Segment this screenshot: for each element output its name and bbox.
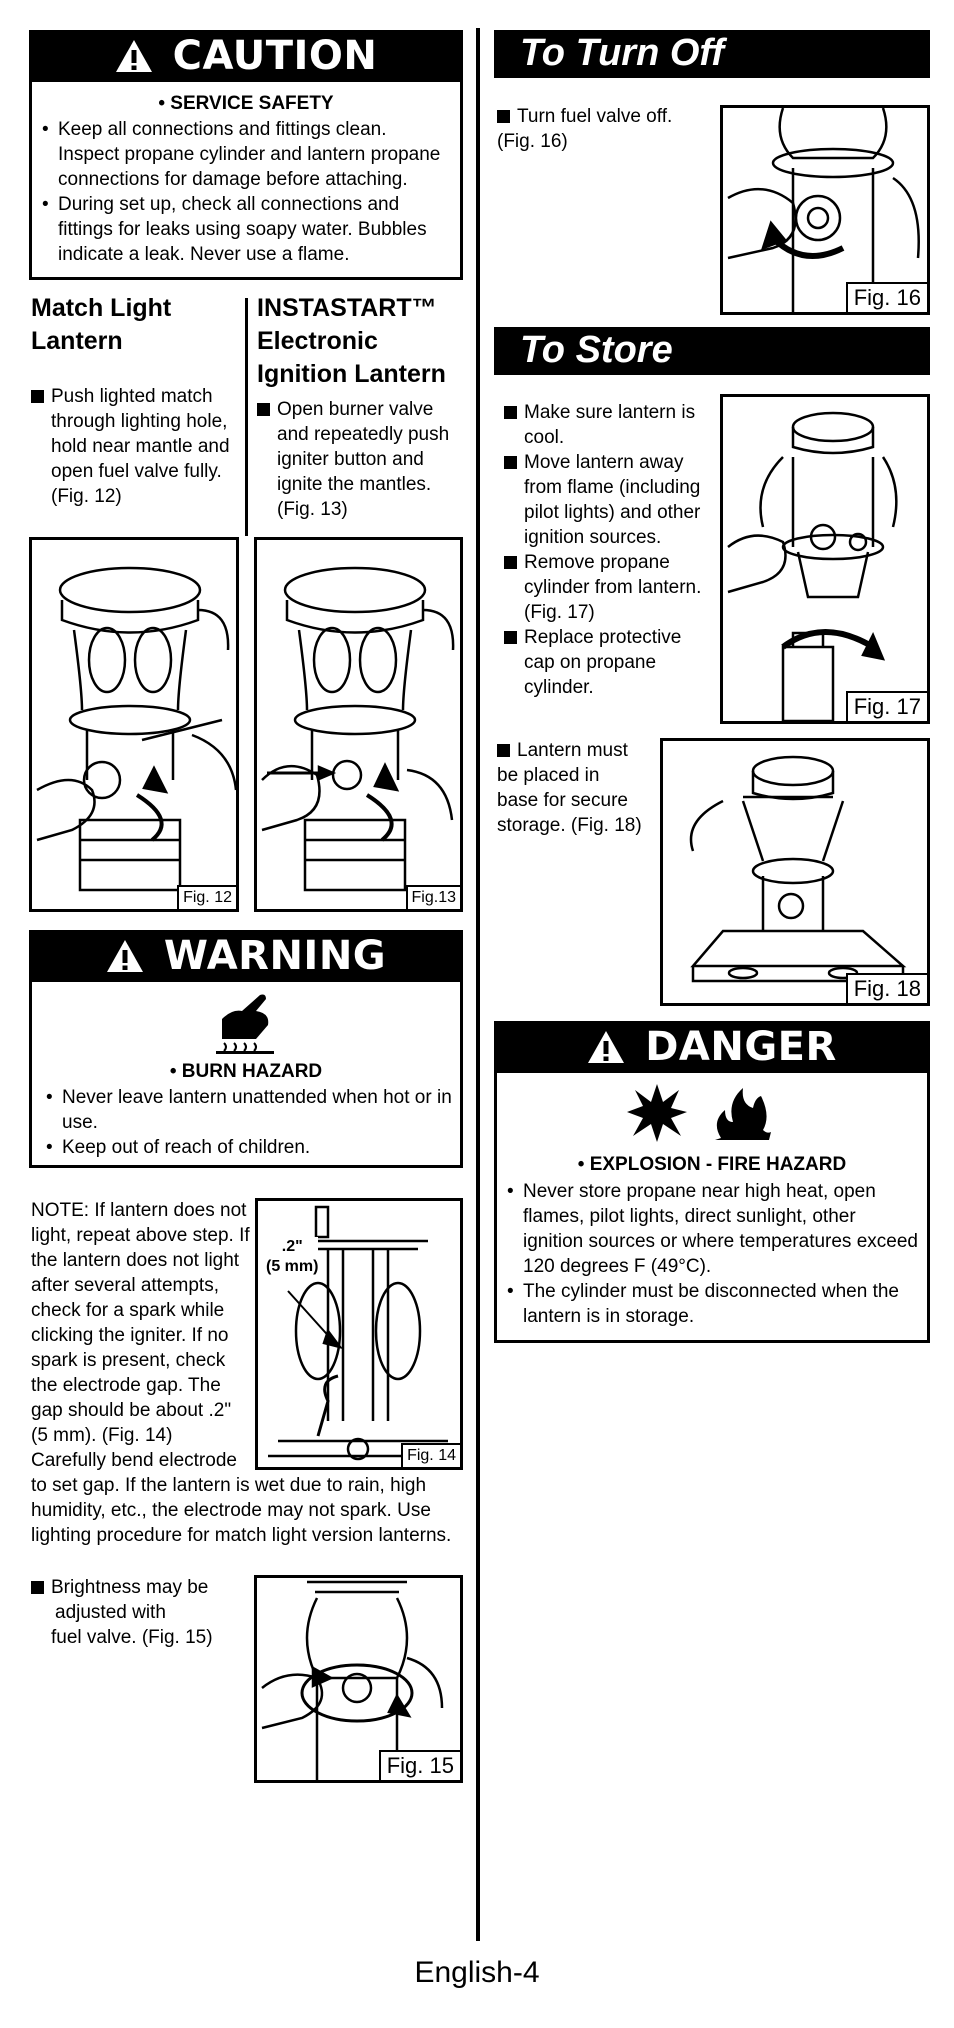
page-footer: English-4 [414,1956,540,1989]
subcolumn-divider [245,298,248,536]
store-step: Remove propane cylinder from lantern. (Fig. 17) [504,550,710,625]
storage-base-note [497,738,647,763]
store-steps [504,400,710,700]
warning-list [44,1085,454,1160]
brightness-note [31,1575,251,1650]
turn-off-step: Turn fuel valve off. [497,104,697,129]
figure-17-label: Fig. 17 [846,691,927,721]
figure-12-label: Fig. 12 [177,885,236,909]
storage-base-step: Lantern must [497,738,647,763]
danger-subtitle: • EXPLOSION - FIRE HAZARD [577,1154,847,1175]
caution-header [29,30,463,82]
figure-18 [660,738,930,1006]
caution-box [29,30,463,280]
lantern-in-base-illustration [663,741,927,1003]
match-light-step: Push lighted match through lighting hole, hold near mantle and open fuel valve fully. (Fig. 12) [31,384,236,509]
danger-list [505,1179,919,1329]
match-light-steps [31,384,236,509]
lantern-igniter-illustration [257,540,460,909]
caution-item: • During set up, check all connections and fittings for leaks using soapy water. Bubbles indicate a leak. Never use a flame. [40,192,450,267]
turn-off-step-ref: (Fig. 16) [497,131,568,152]
store-header [494,327,930,375]
figure-17 [720,394,930,724]
figure-16-label: Fig. 16 [846,282,927,312]
note-paragraph: NOTE: If lantern does not light, repeat above step. If the lantern does not light after several attempts, check for a spark while clicking the igniter. If no spark is present, check the electrode gap. The gap should be about .2" (5 mm). (Fig. 14) Carefully bend electrode [31,1200,250,1471]
store-title: To Store [520,329,673,371]
turn-off-header [494,30,930,78]
figure-18-label: Fig. 18 [846,973,927,1003]
instastart-steps [257,397,457,522]
explosion-icon [627,1082,687,1142]
match-light-heading: Match Light Lantern [31,294,172,355]
danger-item: • Never store propane near high heat, open flames, pilot lights, direct sunlight, other ignition sources or where temperatures exceed 120 degrees F (49°C). [505,1179,919,1279]
caution-title: CAUTION [172,33,378,79]
figure-15 [254,1575,463,1783]
store-step: Move lantern away from flame (including pilot lights) and other ignition sources. [504,450,710,550]
warning-item: • Keep out of reach of children. [44,1135,454,1160]
warning-box [29,930,463,1168]
gap-label: .2" (5 mm) [266,1238,319,1275]
lantern-match-illustration [32,540,236,909]
fire-icon [711,1082,771,1142]
warning-subtitle: • BURN HAZARD [169,1061,323,1082]
figure-15-label: Fig. 15 [379,1750,460,1780]
turn-off-steps [497,104,697,129]
figure-13-label: Fig.13 [406,885,460,909]
caution-list [40,117,450,267]
figure-12 [29,537,239,912]
warning-triangle-icon [587,1030,625,1064]
store-step: Replace protective cap on propane cylinder. [504,625,710,700]
figure-14-label: Fig. 14 [401,1443,460,1467]
figure-16 [720,105,930,315]
instastart-step: Open burner valve and repeatedly push igniter button and ignite the mantles. (Fig. 13) [257,397,457,522]
warning-triangle-icon [115,39,153,73]
column-divider [476,28,480,1941]
burn-hand-icon [212,989,278,1055]
warning-triangle-icon [106,939,144,973]
warning-item: • Never leave lantern unattended when hot or in use. [44,1085,454,1135]
caution-item: • Keep all connections and fittings clean. Inspect propane cylinder and lantern propane connections for damage before attaching. [40,117,450,192]
figure-13 [254,537,463,912]
store-step: Make sure lantern is cool. [504,400,710,450]
brightness-step: Brightness may be adjusted with fuel valve. (Fig. 15) [31,1575,251,1650]
warning-header [29,930,463,982]
danger-header [494,1021,930,1073]
instastart-heading: INSTASTART™ Electronic Ignition Lantern [257,294,446,388]
figure-14 [255,1198,463,1470]
warning-title: WARNING [163,933,387,979]
note-paragraph-wide: to set gap. If the lantern is wet due to rain, high humidity, etc., the electrode may not spark. Use lighting procedure for match light version lanterns. [31,1475,452,1546]
caution-subtitle: • SERVICE SAFETY [158,93,334,114]
danger-title: DANGER [645,1024,837,1070]
turn-off-title: To Turn Off [520,32,725,74]
danger-box [494,1021,930,1343]
remove-cylinder-illustration [723,397,927,721]
danger-item: • The cylinder must be disconnected when the lantern is in storage. [505,1279,919,1329]
storage-base-note-cont: be placed in base for secure storage. (Fig. 18) [497,765,642,836]
